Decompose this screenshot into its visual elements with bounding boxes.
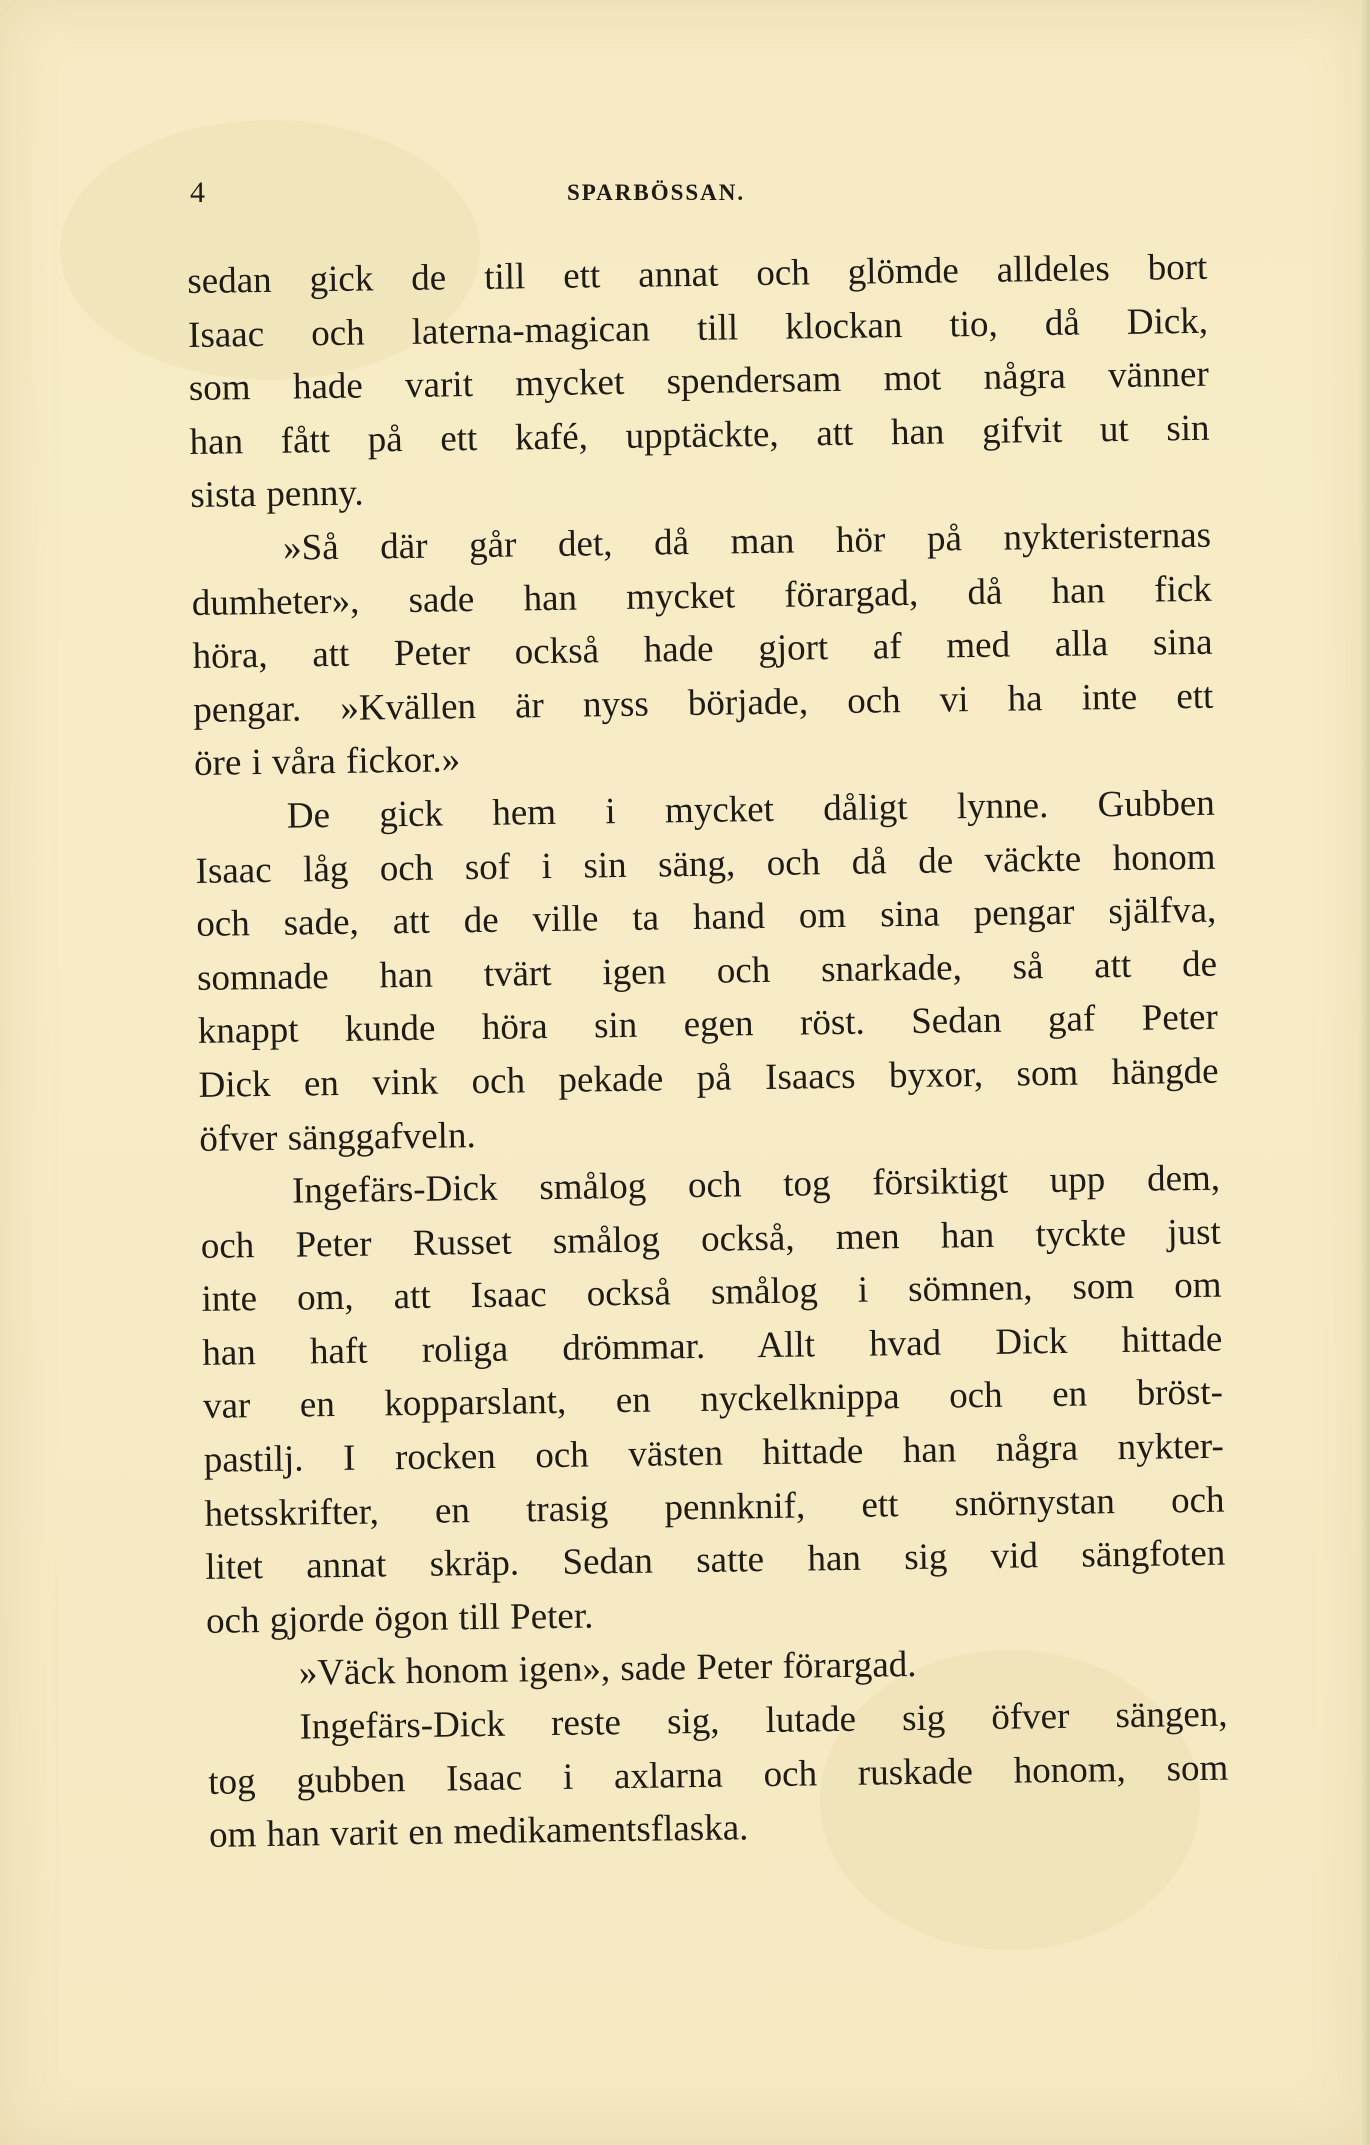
text-line: som hade varit mycket spendersam mot några vänner xyxy=(188,353,1210,410)
text-line: han fått på ett kafé, upptäckte, att han gifvit ut sin xyxy=(189,407,1210,463)
text-line: »Väck honom igen», sade Peter förargad. xyxy=(298,1644,917,1695)
text-line: litet annat skräp. Sedan satte han sig vid sängfoten xyxy=(205,1532,1226,1589)
text-line: var en kopparslant, en nyckelknippa och en bröst- xyxy=(202,1372,1224,1428)
text-line: pengar. »Kvällen är nyss började, och vi ha inte ett xyxy=(193,675,1214,731)
running-head: SPARBÖSSAN. xyxy=(567,180,746,205)
text-line: inte om, att Isaac också smålog i sömnen, som om xyxy=(201,1264,1222,1321)
text-line: Ingefärs-Dick reste sig, lutade sig öfver sängen, xyxy=(299,1693,1228,1748)
text-line: och Peter Russet smålog också, men han tyckte just xyxy=(200,1211,1222,1267)
text-line: Isaac och laterna-magican till klockan tio, då Dick, xyxy=(187,300,1209,356)
text-line: somnade han tvärt igen och snarkade, så att de xyxy=(196,943,1218,999)
text-line: höra, att Peter också hade gjort af med alla sina xyxy=(192,621,1213,678)
text-line: Isaac låg och sof i sin säng, och då de väckte honom xyxy=(195,836,1216,892)
text-line: sedan gick de till ett annat och glömde alldeles bort xyxy=(187,246,1208,302)
page-edge xyxy=(1360,0,1370,2145)
page-header xyxy=(190,176,1190,216)
text-line: öfver sänggafveln. xyxy=(199,1114,476,1160)
text-line: om han varit en medikamentsflaska. xyxy=(208,1807,749,1857)
text-line: och gjorde ögon till Peter. xyxy=(205,1595,594,1642)
text-line: öre i våra fickor.» xyxy=(193,739,461,785)
text-line: knappt kunde höra sin egen röst. Sedan gaf Peter xyxy=(197,996,1219,1053)
text-line: han haft roliga drömmar. Allt hvad Dick hittade xyxy=(202,1318,1223,1374)
text-line: Dick en vink och pekade på Isaacs byxor, som hängde xyxy=(198,1050,1219,1106)
text-line: sista penny. xyxy=(190,472,364,517)
text-line: och sade, att de ville ta hand om sina pengar själfva, xyxy=(196,889,1217,946)
text-line: dumheter», sade han mycket förargad, då han fick xyxy=(191,568,1213,624)
body-text xyxy=(187,241,1229,1863)
text-line: De gick hem i mycket dåligt lynne. Gubben xyxy=(286,782,1216,837)
text-line: tog gubben Isaac i axlarna och ruskade honom, som xyxy=(208,1747,1229,1803)
text-line: pastilj. I rocken och västen hittade han några nykter- xyxy=(203,1425,1225,1481)
text-line: Ingefärs-Dick smålog och tog försiktigt upp dem, xyxy=(291,1157,1221,1212)
text-line: hetsskrifter, en trasig pennknif, ett snörnystan och xyxy=(204,1479,1225,1535)
page-number: 4 xyxy=(190,176,205,209)
text-line: »Så där går det, då man hör på nykteristernas xyxy=(282,514,1212,569)
